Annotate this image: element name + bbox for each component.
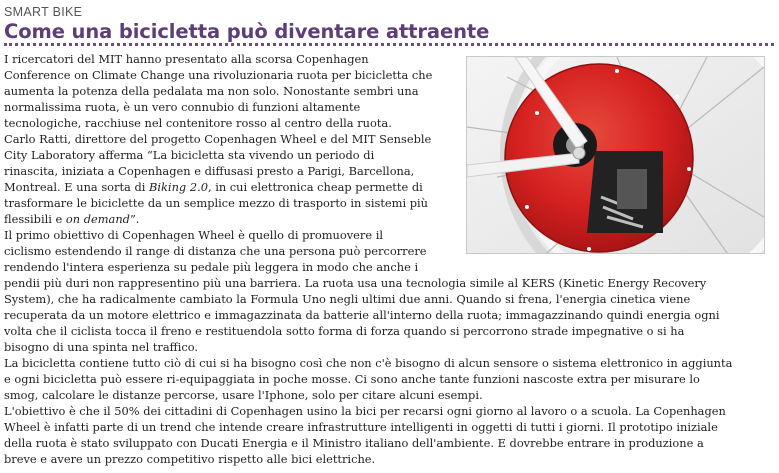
article-text-line: Carlo Ratti, direttore del progetto Copenhagen Wheel e del MIT Senseble [4, 132, 432, 146]
article-text-line: ciclismo estendendo il range di distanza che una persona può percorrere [4, 244, 427, 258]
article-text-line: e ogni bicicletta può essere ri-equipaggiata in poche mosse. Ci sono anche tante funzioni nascoste extra per misurare lo [4, 372, 700, 386]
title-dotted-divider [4, 43, 774, 46]
text-segment: ”. [129, 212, 140, 226]
article-text-line: I ricercatori del MIT hanno presentato alla scorsa Copenhagen [4, 52, 369, 66]
article-text-line: pendii più duri non rappresentino più una barriera. La ruota usa una tecnologia simile al KERS (Kinetic Energy Recovery [4, 276, 707, 290]
article-text-line: La bicicletta contiene tutto ciò di cui si ha bisogno così che non c'è bisogno di alcun sensore o sistema elettronico in aggiunta [4, 356, 733, 370]
article-text-line [4, 179, 774, 195]
article-text-line: Wheel è infatti parte di un trend che intende creare infrastrutture intelligenti in oggetti di tutti i giorni. Il prototipo iniziale [4, 420, 718, 434]
article-text-line: rendendo l'intera esperienza su pedale più leggera in modo che anche i [4, 260, 419, 274]
article-text-line: L'obiettivo è che il 50% dei cittadini di Copenhagen usino la bici per recarsi ogni giorno al lavoro o a scuola. La Copenhagen [4, 404, 726, 418]
text-segment: , in cui elettronica cheap permette di [207, 180, 423, 194]
article-text-line: recuperata da un motore elettrico e immagazzinata da batterie all'interno della ruota; immagazzinando quindi energia ogni [4, 308, 720, 322]
text-segment: flessibili e [4, 212, 66, 226]
article-text-line: smog, calcolare le distanze percorse, usare l'Iphone, solo per citare alcuni esempi. [4, 388, 483, 402]
italic-term: on demand [65, 212, 130, 226]
article-text-line [4, 211, 774, 227]
article-title: Come una bicicletta può diventare attraente [4, 20, 490, 43]
article-text-line: Il primo obiettivo di Copenhagen Wheel è quello di promuovere il [4, 228, 383, 242]
article-text-line: tecnologiche, racchiuse nel contenitore rosso al centro della ruota. [4, 116, 392, 130]
article-text-line: trasformare le biciclette da un semplice mezzo di trasporto in sistemi più [4, 196, 428, 210]
article-body [4, 51, 774, 467]
article-text-line: City Laboratory afferma “La bicicletta sta vivendo un periodo di [4, 148, 375, 162]
article-text-line: Conference on Climate Change una rivoluzionaria ruota per bicicletta che [4, 68, 433, 82]
article-text-line: volta che il ciclista tocca il freno e restituendola sotto forma di forza quando si percorrono strade impegnative o si ha [4, 324, 685, 338]
article-text-line: della ruota è stato sviluppato con Ducati Energia e il Ministro italiano dell'ambiente. E dovrebbe entrare in produzione a [4, 436, 704, 450]
article-text-line: rinascita, iniziata a Copenhagen e diffusasi presto a Parigi, Barcellona, [4, 164, 415, 178]
italic-term: Biking 2.0 [149, 180, 208, 194]
article-text-line: System), che ha radicalmente cambiato la Formula Uno negli ultimi due anni. Quando si frena, l'energia cinetica viene [4, 292, 691, 306]
article-text-line: aumenta la potenza della pedalata ma non solo. Nonostante sembri una [4, 84, 419, 98]
article-text-line: bisogno di una spinta nel traffico. [4, 340, 199, 354]
text-segment: Montreal. E una sorta di [4, 180, 150, 194]
article-text-line: normalissima ruota, è un vero connubio di funzioni altamente [4, 100, 361, 114]
section-kicker: SMART BIKE [4, 5, 83, 19]
article-text-line: breve e avere un prezzo competitivo rispetto alle bici elettriche. [4, 452, 376, 466]
